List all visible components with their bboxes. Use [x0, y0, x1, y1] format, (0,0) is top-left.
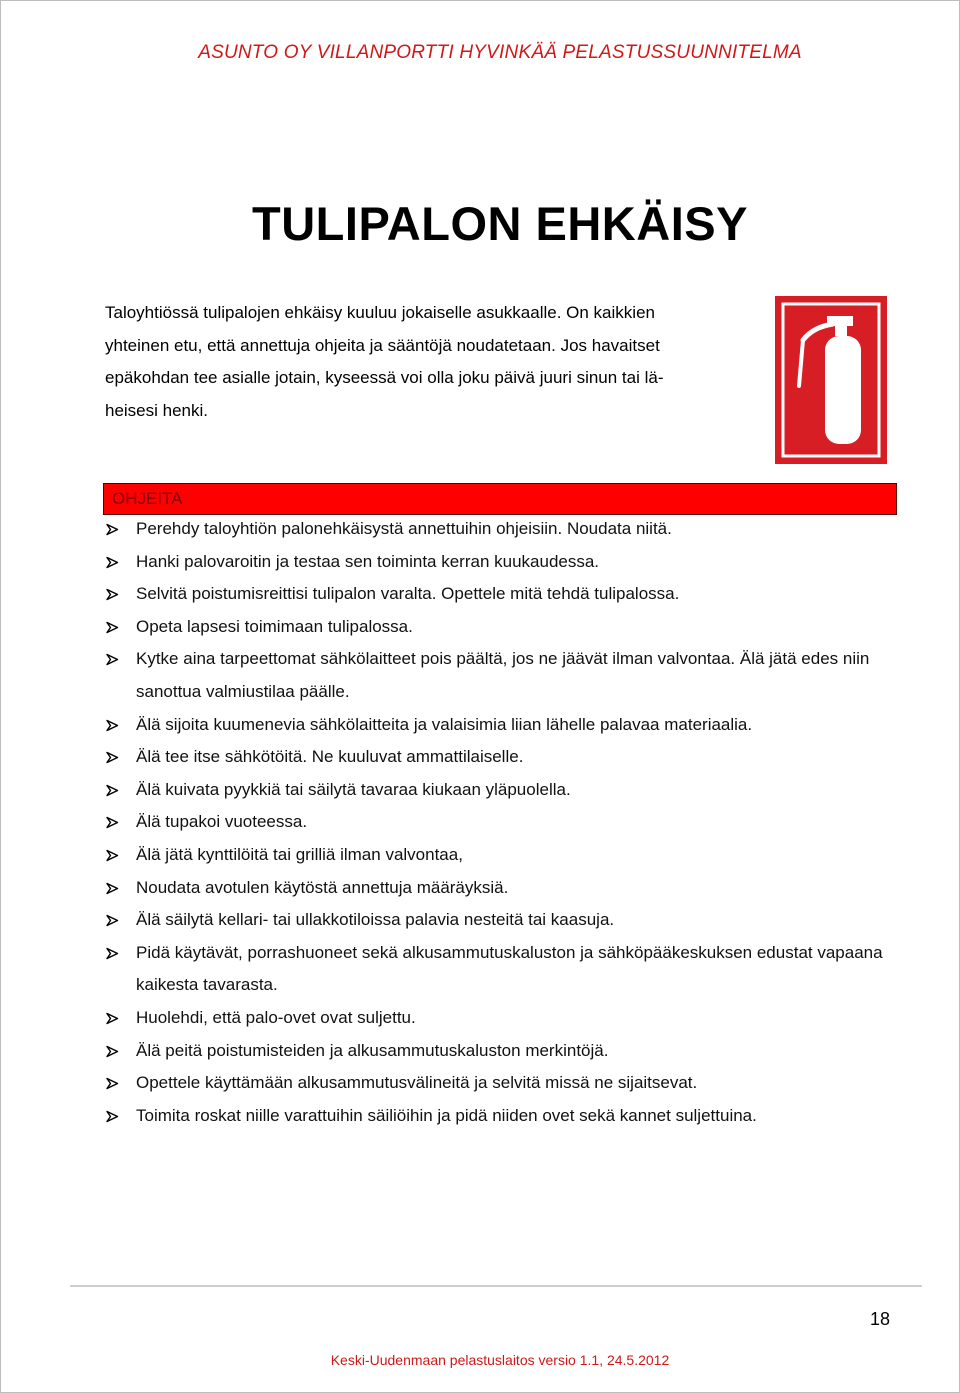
intro-line: Taloyhtiössä tulipalojen ehkäisy kuuluu jokaiselle asukkaalle. On kaikkien [105, 303, 655, 322]
footer-text: Keski-Uudenmaan pelastuslaitos versio 1.1, 24.5.2012 [330, 1352, 670, 1368]
list-item [105, 806, 935, 839]
list-item-text: Älä säilytä kellari- tai ullakkotiloissa palavia nesteitä tai kaasuja. [136, 910, 615, 930]
arrowhead-bullet-icon [105, 588, 119, 601]
list-item [105, 904, 935, 937]
list-item [105, 643, 935, 708]
section-heading-bar [103, 483, 897, 515]
list-item-text: Älä tee itse sähkötöitä. Ne kuuluvat ammattilaiselle. [136, 747, 524, 767]
list-item [105, 578, 935, 611]
intro-line: epäkohdan tee asialle jotain, kyseessä voi olla joku päivä juuri sinun tai lä- [105, 368, 664, 387]
intro-line: yhteinen etu, että annettuja ohjeita ja sääntöjä noudatetaan. Jos havaitset [105, 335, 660, 355]
arrowhead-bullet-icon [105, 1110, 119, 1123]
arrowhead-bullet-icon [105, 849, 119, 862]
page-number: 18 [869, 1309, 890, 1329]
list-item-text: Opeta lapsesi toimimaan tulipalossa. [136, 616, 413, 636]
arrowhead-bullet-icon [105, 621, 119, 634]
arrowhead-bullet-icon [105, 653, 119, 666]
arrowhead-bullet-icon [105, 719, 119, 732]
footer-divider [70, 1285, 922, 1287]
list-item [105, 937, 935, 1002]
list-item [105, 1067, 935, 1100]
list-item [105, 741, 935, 774]
arrowhead-bullet-icon [105, 1077, 119, 1090]
list-item-text: Älä peitä poistumisteiden ja alkusammutuskaluston merkintöjä. [136, 1040, 609, 1060]
arrowhead-bullet-icon [105, 556, 119, 569]
arrowhead-bullet-icon [105, 882, 119, 895]
list-item-text: Hanki palovaroitin ja testaa sen toiminta kerran kuukaudessa. [136, 551, 600, 571]
header-title: ASUNTO OY VILLANPORTTI HYVINKÄÄ PELASTUSSUUNNITELMA [198, 42, 802, 63]
instructions-list [105, 513, 935, 1132]
list-item-text: Pidä käytävät, porrashuoneet sekä alkusammutuskaluston ja sähköpääkeskuksen edustat vapaana kaikesta tavarasta. [136, 942, 883, 995]
arrowhead-bullet-icon [105, 914, 119, 927]
intro-line: heisesi henki. [105, 400, 209, 420]
list-item [105, 774, 935, 807]
list-item [105, 1002, 935, 1035]
list-item-text: Noudata avotulen käytöstä annettuja määräyksiä. [136, 877, 509, 897]
section-heading-label: OHJEITA [112, 489, 183, 508]
arrowhead-bullet-icon [105, 1045, 119, 1058]
list-item-text: Huolehdi, että palo-ovet ovat suljettu. [136, 1007, 416, 1027]
list-item-text: Opettele käyttämään alkusammutusvälineitä ja selvitä missä ne sijaitsevat. [136, 1073, 698, 1093]
list-item [105, 611, 935, 644]
arrowhead-bullet-icon [105, 784, 119, 797]
arrowhead-bullet-icon [105, 947, 119, 960]
arrowhead-bullet-icon [105, 523, 119, 536]
arrowhead-bullet-icon [105, 1012, 119, 1025]
list-item-text: Älä kuivata pyykkiä tai säilytä tavaraa kiukaan yläpuolella. [136, 779, 571, 799]
list-item-text: Älä sijoita kuumenevia sähkölaitteita ja valaisimia liian lähelle palavaa materiaalia. [136, 714, 753, 734]
list-item-text: Toimita roskat niille varattuihin säiliöihin ja pidä niiden ovet sekä kannet suljettuina. [136, 1105, 757, 1125]
list-item [105, 1100, 935, 1133]
arrowhead-bullet-icon [105, 816, 119, 829]
list-item [105, 513, 935, 546]
page-title: TULIPALON EHKÄISY [252, 197, 748, 250]
list-item-text: Kytke aina tarpeettomat sähkölaitteet pois päältä, jos ne jäävät ilman valvontaa. Älä jätä edes niin sanottua valmiustilaa päälle. [136, 649, 870, 701]
list-item-text: Perehdy taloyhtiön palonehkäisystä annettuihin ohjeisiin. Noudata niitä. [136, 519, 672, 538]
list-item [105, 709, 935, 742]
list-item [105, 546, 935, 579]
intro-paragraph [105, 297, 745, 427]
fire-extinguisher-icon [775, 296, 887, 464]
list-item [105, 839, 935, 872]
list-item [105, 1035, 935, 1068]
list-item-text: Älä tupakoi vuoteessa. [136, 812, 308, 832]
list-item-text: Älä jätä kynttilöitä tai grilliä ilman valvontaa, [136, 844, 463, 864]
list-item-text: Selvitä poistumisreittisi tulipalon varalta. Opettele mitä tehdä tulipalossa. [136, 584, 680, 604]
list-item [105, 872, 935, 905]
arrowhead-bullet-icon [105, 751, 119, 764]
